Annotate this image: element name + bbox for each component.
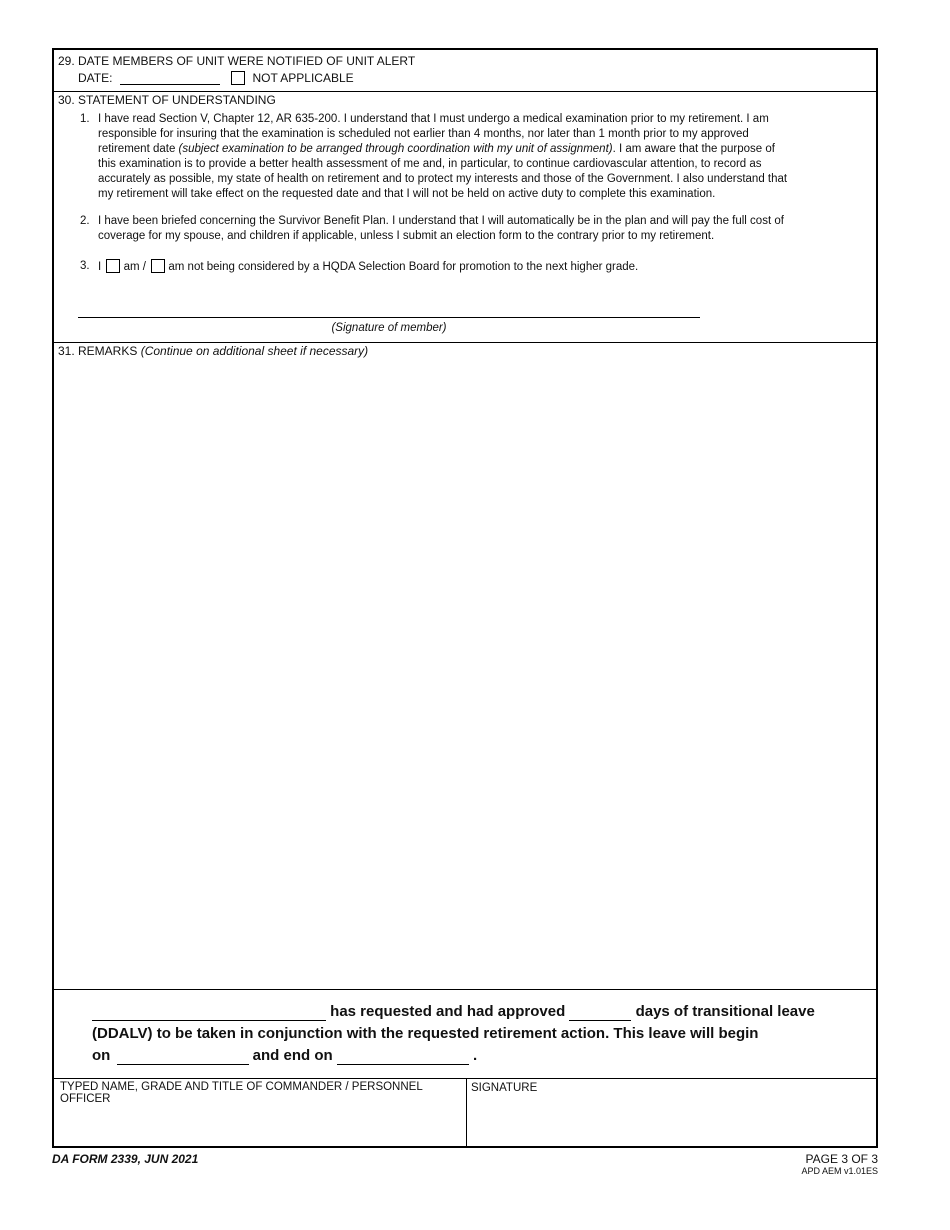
date-field[interactable]: [120, 71, 220, 85]
leave-text: and end on: [252, 1047, 333, 1064]
member-signature-caption: (Signature of member): [331, 322, 447, 334]
item-29-date-row: [78, 71, 354, 85]
statement-2-number: 2.: [80, 215, 90, 227]
leave-text: has requested and had approved: [330, 1003, 566, 1020]
commander-name-label: TYPED NAME, GRADE AND TITLE OF COMMANDER / PERSONNEL OFFICER: [60, 1081, 423, 1105]
commander-block: [54, 1079, 876, 1148]
statement-3-number: 3.: [80, 260, 90, 272]
statement-3-text: am not being considered by a HQDA Selection Board for promotion to the next higher grade.: [168, 261, 639, 273]
statement-2-line: I have been briefed concerning the Survivor Benefit Plan. I understand that I will automatically be in the plan and will pay the full cost of: [98, 215, 784, 227]
leave-line-1: [92, 1003, 815, 1021]
statement-2-line: coverage for my spouse, and children if applicable, unless I submit an election form to the contrary prior to my retirement.: [98, 230, 715, 242]
statement-1-italic-note: (subject examination to be arranged through coordination with my unit of assignment): [178, 143, 613, 155]
am-checkbox[interactable]: [106, 259, 120, 273]
section-29: [54, 50, 876, 92]
statement-1-line: this examination is to provide a better health assessment of me and, in particular, to continue cardiovascular attention, to record as: [98, 158, 762, 170]
item-30-title: 30. STATEMENT OF UNDERSTANDING: [58, 93, 276, 107]
commander-name-field[interactable]: [54, 1107, 466, 1147]
leave-start-date-field[interactable]: [117, 1048, 249, 1065]
remarks-text-area[interactable]: [58, 363, 872, 985]
statement-1-line: accurately as possible, my state of health on retirement and to protect my interests and those of the Government. I also understand that: [98, 173, 788, 185]
form-version-code: APD AEM v1.01ES: [801, 1166, 878, 1176]
soldier-name-field[interactable]: [92, 1004, 326, 1021]
leave-days-field[interactable]: [569, 1004, 631, 1021]
leave-line-3: [92, 1047, 477, 1065]
not-applicable-label: NOT APPLICABLE: [252, 71, 354, 85]
statement-1-line: responsible for insuring that the examination is scheduled not earlier than 4 months, nor later than 1 month prior to my approved: [98, 128, 749, 140]
remarks-note: (Continue on additional sheet if necessary): [140, 344, 369, 358]
statement-1-line: my retirement will take effect on the requested date and that I will not be held on active duty to complete this examination.: [98, 188, 716, 200]
section-30: [54, 92, 876, 343]
remarks-label: 31. REMARKS: [58, 344, 141, 358]
leave-text: on: [92, 1047, 111, 1064]
not-applicable-checkbox[interactable]: [231, 71, 245, 85]
statement-1-line: I have read Section V, Chapter 12, AR 635-200. I understand that I must undergo a medical examination prior to my retirement. I am: [98, 113, 769, 125]
date-label: DATE:: [78, 71, 113, 85]
page-number: PAGE 3 OF 3: [805, 1152, 878, 1166]
am-not-checkbox[interactable]: [151, 259, 165, 273]
transitional-leave-section: [54, 990, 876, 1079]
leave-end-date-field[interactable]: [337, 1048, 469, 1065]
item-29-title: 29. DATE MEMBERS OF UNIT WERE NOTIFIED OF UNIT ALERT: [58, 54, 416, 68]
statement-3-i: I: [98, 261, 102, 273]
leave-text: .: [473, 1047, 478, 1064]
member-signature-line[interactable]: [78, 317, 700, 318]
commander-signature-field[interactable]: [467, 1097, 876, 1147]
item-31-title: [58, 344, 368, 358]
leave-text: days of transitional leave: [635, 1003, 815, 1020]
leave-line-2: (DDALV) to be taken in conjunction with the requested retirement action. This leave will begin: [92, 1025, 759, 1042]
form-page: [52, 48, 878, 1148]
commander-signature-label: SIGNATURE: [471, 1082, 538, 1094]
statement-1-line: retirement date (subject examination to be arranged through coordination with my unit of assignment). I am aware that the purpose of: [98, 143, 775, 155]
statement-1-number: 1.: [80, 113, 90, 125]
section-31: [54, 343, 876, 990]
am-label: am /: [123, 261, 146, 273]
form-identifier: DA FORM 2339, JUN 2021: [52, 1152, 199, 1166]
